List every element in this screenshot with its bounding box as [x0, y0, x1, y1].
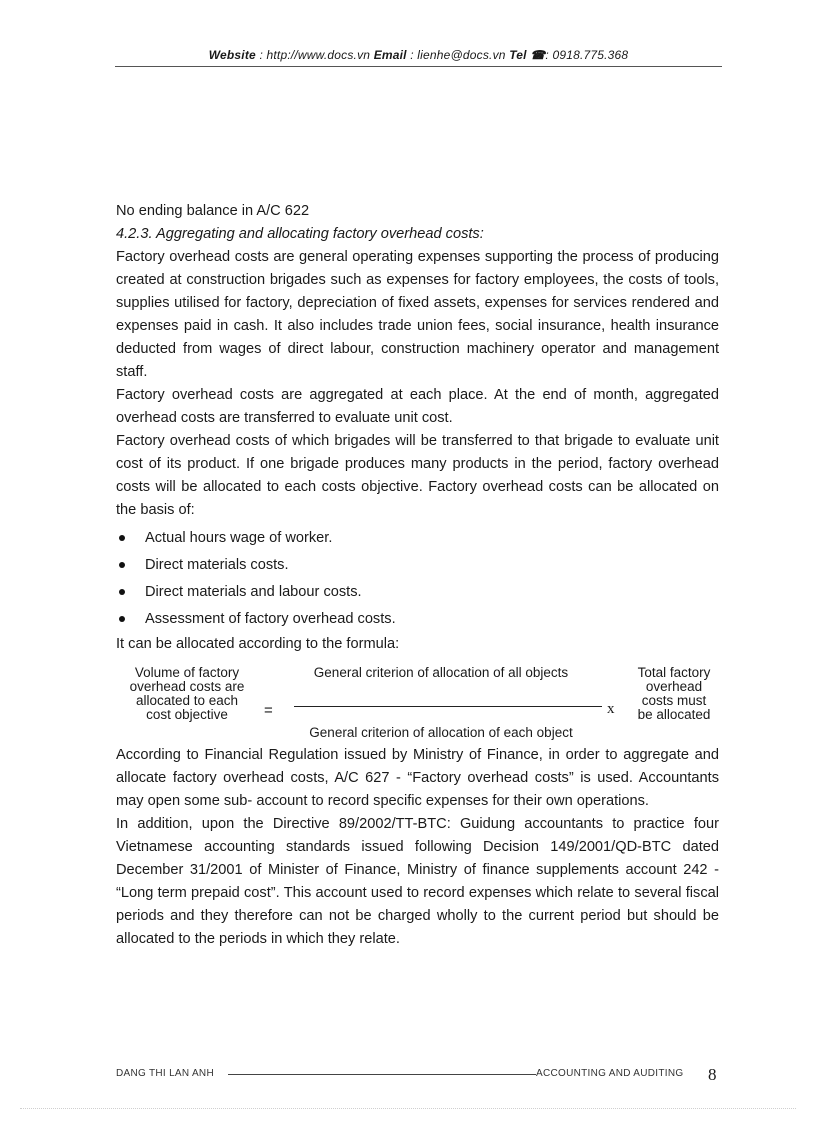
- website-url: : http://www.docs.vn: [255, 48, 374, 62]
- page-number: 8: [708, 1065, 717, 1084]
- paragraph-aggregation: Factory overhead costs are aggregated at each place. At the end of month, aggregated overhead costs are transferred to evaluate unit cost.: [116, 387, 719, 426]
- formula-lhs: [116, 666, 258, 722]
- header-divider: [115, 66, 722, 67]
- paragraph-definition: Factory overhead costs are general operating expenses supporting the process of producing created at construction brigades such as expenses for factory employees, the costs of tools, supplies utilised for factory, depreciation of fixed assets, expenses for services rendered and expenses paid in cash. It also includes trade union fees, social insurance, health insurance deducted from wages of direct labour, construction machinery operator and management staff.: [116, 249, 719, 380]
- formula-equals: =: [264, 702, 273, 719]
- document-body: [116, 200, 719, 951]
- formula-lhs-line: allocated to each: [135, 693, 239, 708]
- formula-lhs-line: overhead costs are: [129, 679, 245, 694]
- formula-lhs-line: cost objective: [146, 707, 228, 722]
- formula-rhs: [628, 666, 720, 722]
- tel-label: Tel: [509, 48, 527, 62]
- paragraph-allocation-basis: Factory overhead costs of which brigades will be transferred to that brigade to evaluate unit cost of its product. If one brigade produces many products in the period, factory overhead costs will be allocated to each costs objective. Factory overhead costs can be allocated on the basis of:: [116, 433, 719, 518]
- paragraph-financial-regulation: According to Financial Regulation issued by Ministry of Finance, in order to aggregate and allocate factory overhead costs, A/C 627 - “Factory overhead costs” is used. Accountants may open some sub- account to record specific expenses for their own operations.: [116, 747, 719, 809]
- email-label: Email: [373, 48, 407, 62]
- paragraph-formula-intro: It can be allocated according to the formula:: [116, 636, 400, 652]
- list-item: Direct materials costs.: [116, 552, 719, 579]
- page-header: [115, 48, 722, 62]
- formula-times: x: [607, 701, 615, 717]
- formula-numerator: General criterion of allocation of all objects: [313, 665, 569, 680]
- footer-rule: [228, 1074, 536, 1075]
- formula-lhs-line: Volume of factory: [134, 665, 240, 680]
- list-item: Direct materials and labour costs.: [116, 579, 719, 606]
- formula-rhs-line: Total factory: [637, 665, 711, 680]
- footer-subject: ACCOUNTING AND AUDITING: [536, 1068, 684, 1079]
- section-heading: 4.2.3. Aggregating and allocating factory overhead costs:: [116, 226, 484, 242]
- page-footer: [116, 1068, 696, 1080]
- allocation-basis-list: [116, 525, 719, 633]
- formula-denominator: General criterion of allocation of each object: [309, 725, 573, 740]
- paragraph-directive: In addition, upon the Directive 89/2002/TT-BTC: Guidung accountants to practice four Vietnamese accounting standards issued following Decision 149/2001/QD-BTC dated December 31/2001 of Minister of Finance, Ministry of finance supplements account 242 - “Long term prepaid cost”. This account used to record expenses which relate to several fiscal periods and they therefore can not be charged wholly to the current period but should be allocated to the periods in which they relate.: [116, 816, 719, 947]
- list-item: Assessment of factory overhead costs.: [116, 606, 719, 633]
- website-label: Website: [208, 48, 256, 62]
- paragraph-ending-balance: No ending balance in A/C 622: [116, 203, 310, 219]
- formula-rhs-line: be allocated: [637, 707, 711, 722]
- formula-fraction-bar: [294, 706, 602, 707]
- list-item: Actual hours wage of worker.: [116, 525, 719, 552]
- allocation-formula: [116, 660, 719, 744]
- footer-author: DANG THI LAN ANH: [116, 1068, 214, 1079]
- tel-number: : 0918.775.368: [545, 48, 629, 62]
- formula-rhs-line: costs must: [641, 693, 707, 708]
- phone-icon: ☎: [530, 48, 546, 62]
- email-address: : lienhe@docs.vn: [406, 48, 510, 62]
- formula-rhs-line: overhead: [645, 679, 703, 694]
- page-bottom-border: [20, 1108, 796, 1109]
